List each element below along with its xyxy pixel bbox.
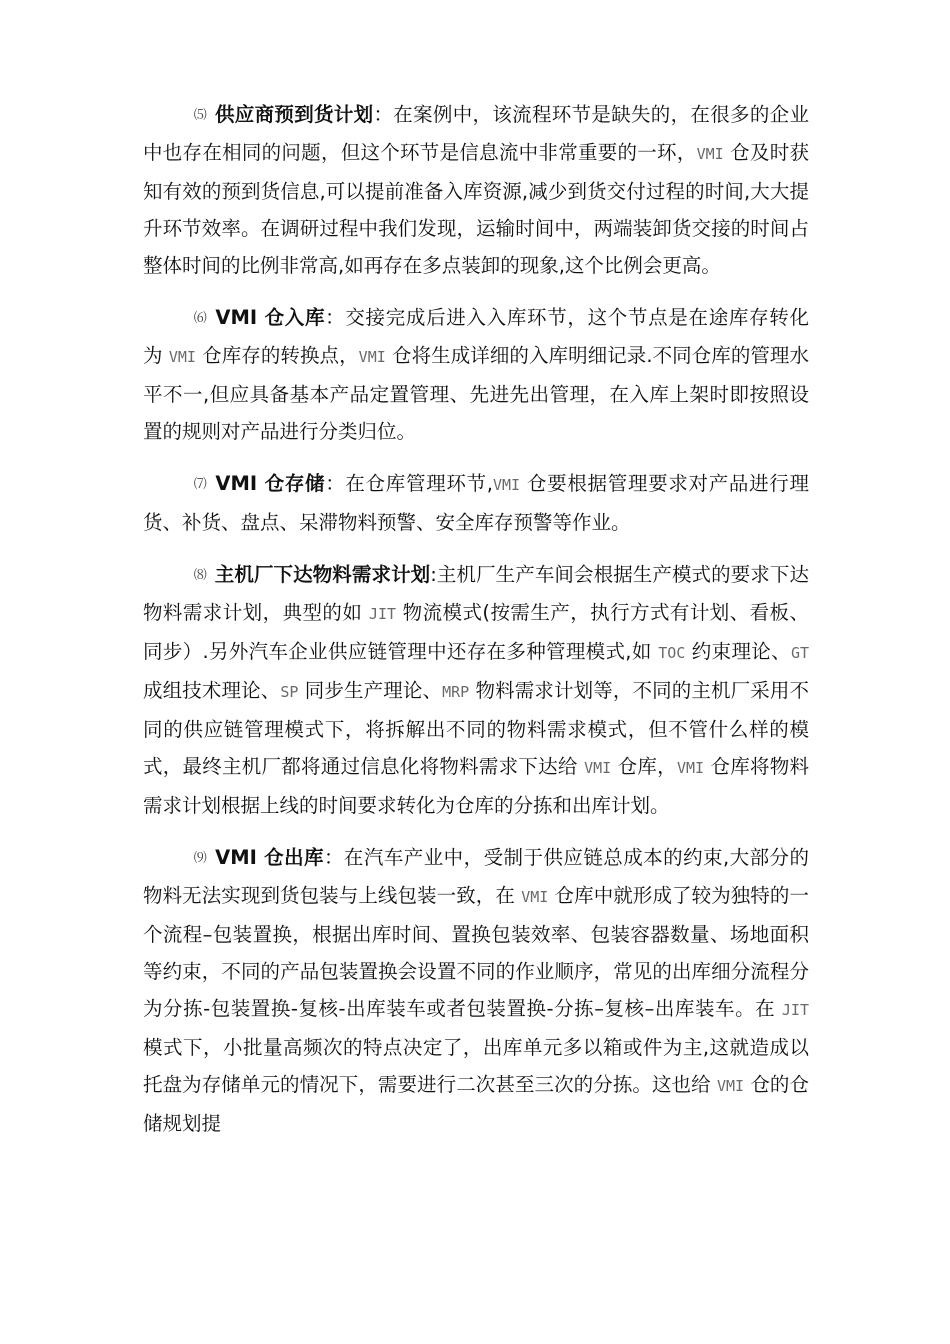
item-heading: VMI 仓入库 [215,306,326,329]
item-number: ⑻ [193,568,207,583]
paragraph-6: ⑹ VMI 仓入库：交接完成后进入入库环节，这个节点是在途库存转化为 VMI 仓库存的转换点，VMI 仓将生成详细的入库明细记录.不同仓库的管理水平不一,但应具备基本产品定置管理、先进先出管理，在入库上架时即按照设置的规则对产品进行分类归位。 [143,306,809,443]
paragraph-9: ⑼ VMI 仓出库：在汽车产业中，受制于供应链总成本的约束,大部分的物料无法实现到货包装与上线包装一致，在 VMI 仓库中就形成了较为独特的一个流程–包装置换，根据出库时间、置换包装效率、包装容器数量、场地面积等约束，不同的产品包装置换会设置不同的作业顺序，常见的出库细分流程分为分拣-包装置换-复核-出库装车或者包装置换-分拣–复核–出库装车。在 JIT 模式下，小批量高频次的特点决定了，出库单元多以箱或件为主,这就造成以托盘为存储单元的情况下，需要进行二次甚至三次的分拣。这也给 VMI 仓的仓储规划提 [143,846,810,1135]
item-heading: 供应商预到货计划 [215,103,374,126]
paragraph-5: ⑸ 供应商预到货计划：在案例中，该流程环节是缺失的，在很多的企业中也存在相同的问题，但这个环节是信息流中非常重要的一环，VMI 仓及时获知有效的预到货信息,可以提前准备入库资源,减少到货交付过程的时间,大大提升环节效率。在调研过程中我们发现，运输时间中，两端装卸货交接的时间占整体时间的比例非常高,如再存在多点装卸的现象,这个比例会更高。 [143,103,809,277]
paragraph-7: ⑺ VMI 仓存储：在仓库管理环节,VMI 仓要根据管理要求对产品进行理货、补货、盘点、呆滞物料预警、安全库存预警等作业。 [143,472,809,534]
item-number: ⑼ [193,851,208,866]
paragraph-8: ⑻ 主机厂下达物料需求计划:主机厂生产车间会根据生产模式的要求下达物料需求计划，典型的如 JIT 物流模式(按需生产，执行方式有计划、看板、同步）.另外汽车企业供应链管理中还存在多种管理模式,如 TOC 约束理论、GT 成组技术理论、SP 同步生产理论、MRP 物料需求计划等，不同的主机厂采用不同的供应链管理模式下，将拆解出不同的物料需求模式，但不管什么样的模式，最终主机厂都将通过信息化将物料需求下达给 VMI 仓库，VMI 仓库将物料需求计划根据上线的时间要求转化为仓库的分拣和出库计划。 [143,563,810,817]
item-heading: 主机厂下达物料需求计划 [214,563,431,586]
item-heading: VMI 仓存储 [215,472,326,495]
item-number: ⑺ [193,477,208,492]
item-number: ⑸ [193,108,207,123]
item-heading: VMI 仓出库 [215,846,324,869]
item-number: ⑹ [193,311,208,326]
document-page [143,96,809,1157]
